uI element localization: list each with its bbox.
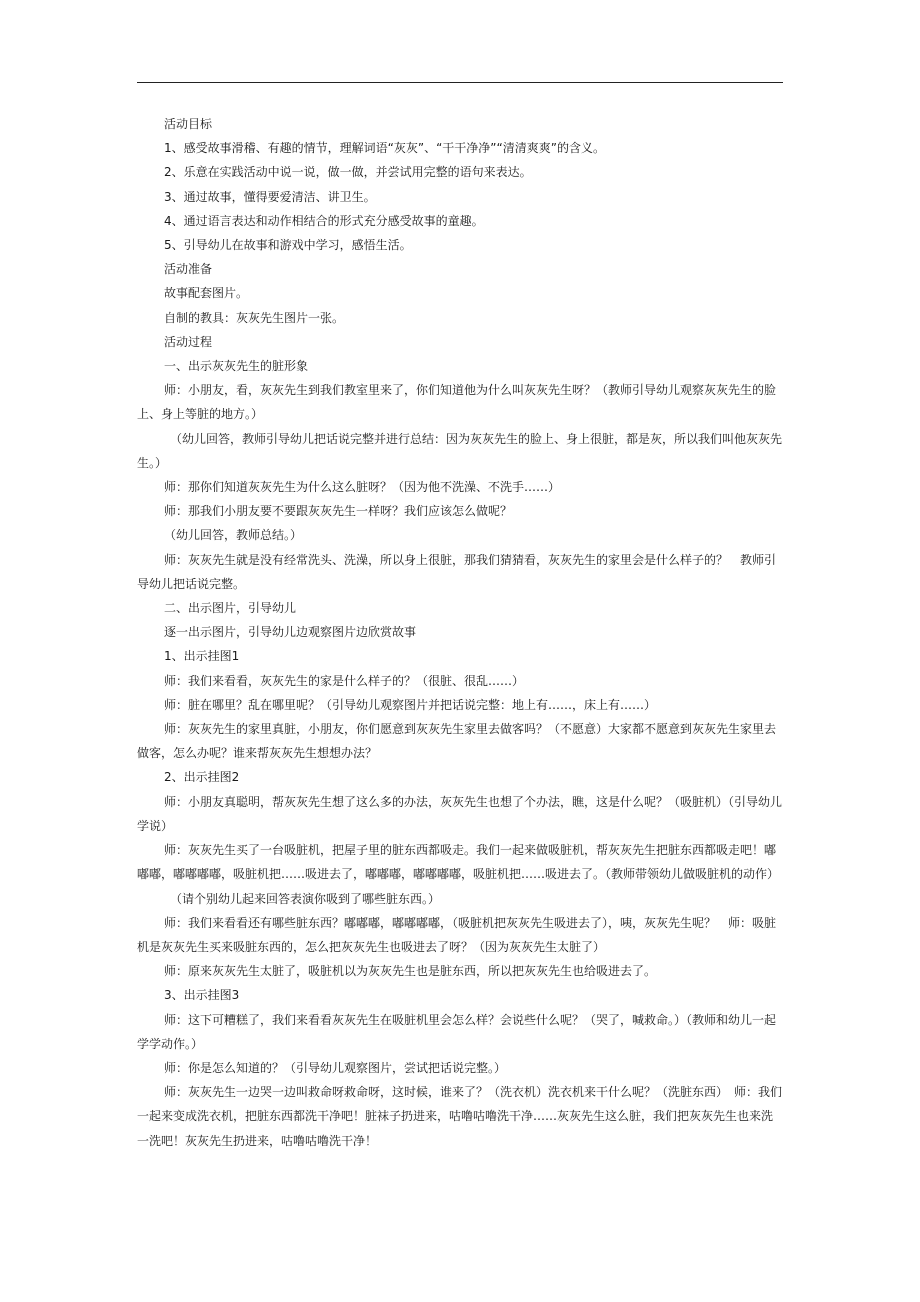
paragraph: 1、感受故事滑稽、有趣的情节，理解词语“灰灰”、“干干净净”“清清爽爽”的含义。 (164, 141, 605, 156)
paragraph: 活动过程 (164, 334, 213, 349)
paragraph: （请个别幼儿起来回答表演你吸到了哪些脏东西。） (170, 891, 441, 906)
paragraph: 师：小朋友，看，灰灰先生到我们教室里来了，你们知道他为什么叫灰灰先生呀？（教师引导幼儿观察灰灰先生的脸上、身上等脏的地方。） (137, 383, 777, 422)
paragraph: 师：我们来看看，灰灰先生的家是什么样子的？（很脏、很乱……） (164, 673, 525, 688)
paragraph: 师：我们来看看还有哪些脏东西？嘟嘟嘟，嘟嘟嘟嘟，（吸脏机把灰灰先生吸进去了），咦，灰灰先生呢？ 师：吸脏机是灰灰先生买来吸脏东西的，怎么把灰灰先生也吸进去了呀？（因为灰灰先生太脏了） (137, 915, 777, 954)
paragraph: （幼儿回答，教师总结。） (164, 528, 303, 543)
paragraph: 师：小朋友真聪明，帮灰灰先生想了这么多的办法，灰灰先生也想了个办法，瞧，这是什么呢？（吸脏机）（引导幼儿学说） (137, 794, 783, 833)
paragraph: 故事配套图片。 (164, 286, 249, 301)
paragraph: 1、出示挂图1 (164, 649, 240, 664)
paragraph: 师：你是怎么知道的？（引导幼儿观察图片，尝试把话说完整。） (164, 1060, 507, 1075)
paragraph: （幼儿回答，教师引导幼儿把话说完整并进行总结：因为灰灰先生的脸上、身上很脏，都是灰，所以我们叫他灰灰先生。） (137, 431, 783, 470)
paragraph: 3、通过故事，懂得要爱清洁、讲卫生。 (164, 189, 376, 204)
paragraph: 一、出示灰灰先生的脏形象 (164, 359, 309, 374)
paragraph: 4、通过语言表达和动作相结合的形式充分感受故事的童趣。 (164, 213, 484, 228)
paragraph: 3、出示挂图3 (164, 988, 240, 1003)
paragraph: 5、引导幼儿在故事和游戏中学习，感悟生活。 (164, 238, 412, 253)
paragraph: 二、出示图片，引导幼儿 (164, 601, 297, 616)
paragraph: 师：那你们知道灰灰先生为什么这么脏呀？（因为他不洗澡、不洗手……） (164, 480, 561, 495)
paragraph: 活动准备 (164, 262, 213, 277)
paragraph: 师：脏在哪里？乱在哪里呢？（引导幼儿观察图片并把话说完整：地上有……，床上有……） (164, 697, 657, 712)
paragraph: 2、乐意在实践活动中说一说，做一做，并尝试用完整的语句来表达。 (164, 165, 532, 180)
paragraph: 师：这下可糟糕了，我们来看看灰灰先生在吸脏机里会怎么样？会说些什么呢？（哭了，喊救命。）（教师和幼儿一起学学动作。） (137, 1012, 777, 1051)
paragraph: 活动目标 (164, 117, 213, 131)
paragraph: 师：灰灰先生的家里真脏，小朋友，你们愿意到灰灰先生家里去做客吗？（不愿意）大家都不愿意到灰灰先生家里去做客，怎么办呢？谁来帮灰灰先生想想办法？ (137, 722, 777, 761)
paragraph: 2、出示挂图2 (164, 770, 240, 785)
paragraph: 师：原来灰灰先生太脏了，吸脏机以为灰灰先生也是脏东西，所以把灰灰先生也给吸进去了。 (164, 964, 657, 979)
paragraph: 师：灰灰先生就是没有经常洗头、洗澡，所以身上很脏，那我们猜猜看，灰灰先生的家里会是什么样子的？ 教师引导幼儿把话说完整。 (137, 552, 777, 591)
paragraph: 师：那我们小朋友要不要跟灰灰先生一样呀？我们应该怎么做呢？ (164, 504, 513, 519)
paragraph: 逐一出示图片，引导幼儿边观察图片边欣赏故事 (164, 625, 417, 640)
paragraph: 师：灰灰先生一边哭一边叫救命呀救命呀，这时候，谁来了？（洗衣机）洗衣机来干什么呢？（洗脏东西） 师：我们一起来变成洗衣机，把脏东西都洗干净吧！脏袜子扔进来，咕噜咕噜洗干净……灰灰先生这么脏，我们把灰灰先生也来洗一洗吧！灰灰先生扔进来，咕噜咕噜洗干净！ (137, 1085, 783, 1148)
header-rule (137, 82, 783, 83)
document-body (137, 112, 783, 1153)
paragraph: 师：灰灰先生买了一台吸脏机，把屋子里的脏东西都吸走。我们一起来做吸脏机，帮灰灰先生把脏东西都吸走吧！嘟嘟嘟，嘟嘟嘟嘟，吸脏机把……吸进去了，嘟嘟嘟，嘟嘟嘟嘟，吸脏机把……吸进去了。（教师带领幼儿做吸脏机的动作） (137, 843, 780, 882)
paragraph: 自制的教具：灰灰先生图片一张。 (164, 310, 345, 325)
